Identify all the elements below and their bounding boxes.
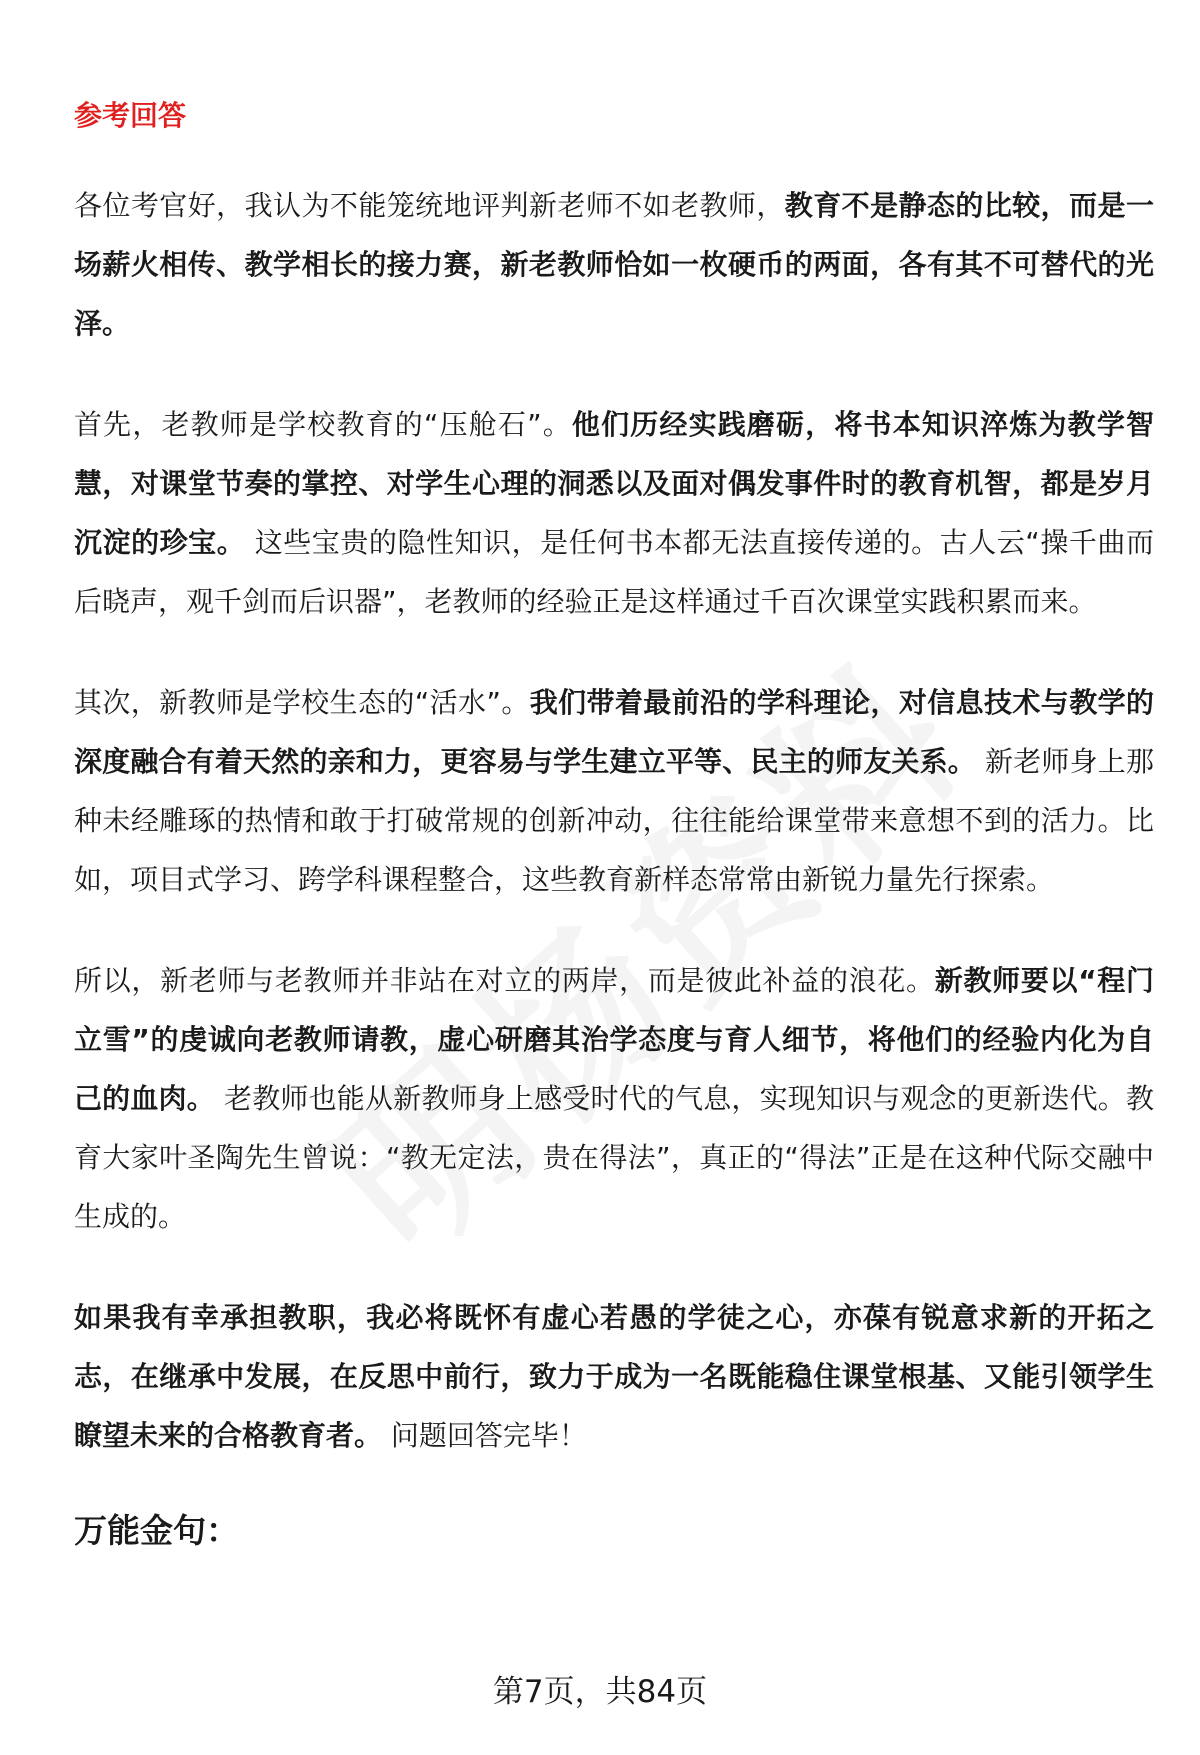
paragraph-intro-bold: 教育不是静态的比较，而是一场薪火相传、教学相长的接力赛，新老教师恰如一枚硬币的两面，各有其不可替代的光泽。 (74, 189, 1154, 340)
document-body (74, 96, 1154, 1555)
paragraph-new-teachers (74, 673, 1154, 909)
paragraph-new-teachers-lead: 其次，新教师是学校生态的“活水”。 (74, 686, 530, 719)
paragraph-complement-bold: 新教师要以“程门立雪”的虔诚向老教师请教，虚心研磨其治学态度与育人细节，将他们的经验内化为自己的血肉。 (74, 964, 1154, 1115)
golden-sentences-heading: 万能金句： (74, 1511, 239, 1550)
paragraph-complement-text: 老教师也能从新教师身上感受时代的气息，实现知识与观念的更新迭代。教育大家叶圣陶先生曾说：“教无定法，贵在得法”，真正的“得法”正是在这种代际交融中生成的。 (74, 1082, 1154, 1233)
paragraph-conclusion-bold: 如果我有幸承担教职，我必将既怀有虚心若愚的学徒之心，亦葆有锐意求新的开拓之志，在继承中发展，在反思中前行，致力于成为一名既能稳住课堂根基、又能引领学生瞭望未来的合格教育者。 (74, 1301, 1154, 1452)
paragraph-conclusion-text: 问题回答完毕！ (382, 1419, 587, 1452)
paragraph-old-teachers-lead: 首先，老教师是学校教育的“压舱石”。 (74, 408, 572, 441)
page-number: 第7页，共84页 (492, 1674, 708, 1710)
paragraph-new-teachers-bold: 我们带着最前沿的学科理论，对信息技术与教学的深度融合有着天然的亲和力，更容易与学生建立平等、民主的师友关系。 (74, 686, 1154, 778)
section-title: 参考回答 (74, 99, 187, 132)
paragraph-intro-text: 各位考官好，我认为不能笼统地评判新老师不如老教师， (74, 189, 785, 222)
paragraph-old-teachers-bold: 他们历经实践磨砺，将书本知识淬炼为教学智慧，对课堂节奏的掌控、对学生心理的洞悉以及面对偶发事件时的教育机智，都是岁月沉淀的珍宝。 (74, 408, 1154, 559)
paragraph-old-teachers (74, 395, 1154, 631)
paragraph-intro (74, 176, 1154, 353)
paragraph-complement-lead: 所以，新老师与老教师并非站在对立的两岸，而是彼此补益的浪花。 (74, 964, 935, 997)
paragraph-old-teachers-text: 这些宝贵的隐性知识，是任何书本都无法直接传递的。古人云“操千曲而后晓声，观千剑而后识器”，老教师的经验正是这样通过千百次课堂实践积累而来。 (74, 526, 1154, 618)
paragraph-new-teachers-text: 新老师身上那种未经雕琢的热情和敢于打破常规的创新冲动，往往能给课堂带来意想不到的活力。比如，项目式学习、跨学科课程整合，这些教育新样态常常由新锐力量先行探索。 (74, 745, 1154, 896)
paragraph-conclusion (74, 1288, 1154, 1465)
paragraph-complement (74, 951, 1154, 1246)
